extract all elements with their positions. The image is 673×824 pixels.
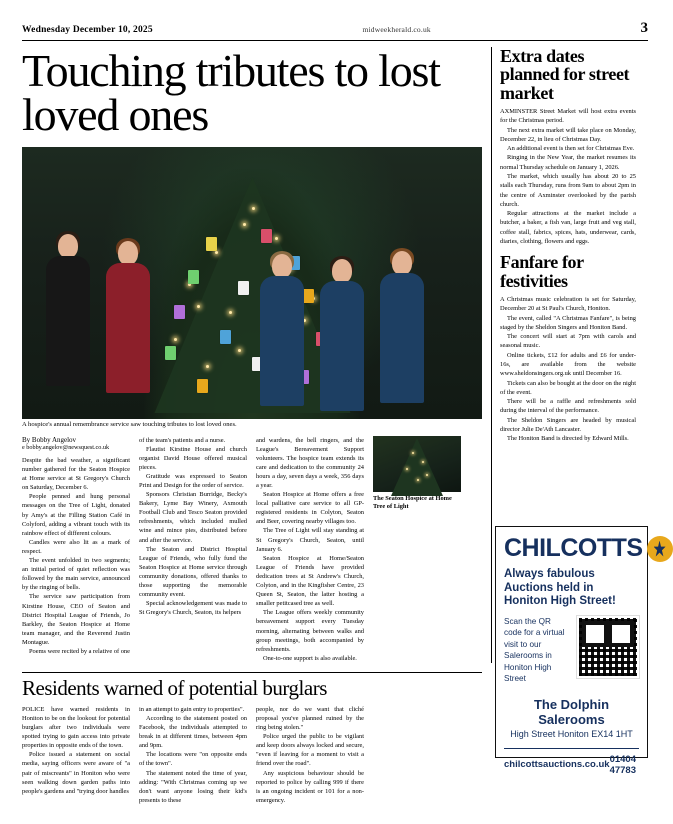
masthead bbox=[22, 20, 648, 41]
paragraph: Gratitude was expressed to Seaton Print and Design for the order of service. bbox=[139, 472, 247, 490]
paragraph: Police urged the public to be vigilant and keep doors always locked and secure, "even if leaving for a moment to visit a friend over the road". bbox=[256, 733, 364, 768]
chilcotts-logo bbox=[504, 534, 643, 563]
paragraph: Tickets can also be bought at the door on the night of the event. bbox=[500, 379, 636, 396]
paragraph: A Christmas music celebration is set for Saturday, December 20 at St Paul's Church, Honiton. bbox=[500, 296, 636, 313]
secondary-story bbox=[22, 672, 482, 805]
paragraph: and wardens, the bell ringers, and the League's Bereavement Support volunteers. The hospice team extends its care and dedication to the community 24 hours a day, seven days a week, 356 days a year. bbox=[256, 436, 364, 490]
paragraph: people, nor do we want that cliché proposal you've planned ruined by the ring being stolen." bbox=[256, 705, 364, 732]
story-column-4 bbox=[373, 436, 461, 663]
qr-code-icon[interactable] bbox=[577, 616, 639, 678]
paragraph: The market, which usually has about 20 to 25 stalls each Thursday, runs from 9am to about 2pm in the centre of Axminster overlooked by the parish church. bbox=[500, 173, 636, 208]
advertisement[interactable] bbox=[495, 526, 648, 776]
paragraph: The Sheldon Singers are headed by musical director Julie De'Ath Lancaster. bbox=[500, 416, 636, 433]
story-column-1 bbox=[22, 436, 130, 663]
byline-prefix: By Bobby Angelov bbox=[22, 435, 77, 444]
ad-tagline: Always fabulous Auctions held in Honiton High Street! bbox=[504, 568, 616, 608]
paragraph: The locations were "on opposite ends of the town". bbox=[139, 751, 247, 768]
paragraph: Candles were also lit as a mark of respect. bbox=[22, 538, 130, 555]
ad-qr-text: Scan the QR code for a virtual visit to our Salerooms in Honiton High Street bbox=[504, 616, 565, 684]
story-column-2 bbox=[139, 436, 247, 663]
paragraph: The service saw participation from Kirstine House, CEO of Seaton and District Hospital League of Friends, Jo Barkley, the Seaton Hospice at Home team manager, and the Reverend Justin Montague. bbox=[22, 593, 130, 646]
paragraph: There will be a raffle and refreshments sold during the interval of the performance. bbox=[500, 398, 636, 415]
brand-name: CHILCOTTS bbox=[504, 534, 643, 562]
venue-name: The Dolphin Salerooms bbox=[533, 696, 610, 727]
page-title: Touching tributes to lost loved ones bbox=[22, 45, 440, 141]
paragraph: Regular attractions at the market include a butcher, a baker, a fish van, large fruit and veg stall, coffee stall, fabrics, spices, hats, underwear, cards, diaries, clothing, flowers and eggs. bbox=[500, 210, 636, 246]
secondary-photo-caption: The Seaton Hospice at Home Tree of Light bbox=[373, 494, 452, 510]
main-column bbox=[22, 47, 482, 663]
story-column-3 bbox=[256, 436, 364, 663]
paragraph: The event, called "A Christmas Fanfare", is being staged by the Sheldon Singers and Honiton Band. bbox=[500, 314, 636, 331]
lead-photo bbox=[22, 147, 482, 419]
paragraph: The Seaton and District Hospital League of Friends, who fully fund the Seaton Hospice at Home service through community donations, offered thanks to those supporting the memorable community event. bbox=[139, 545, 247, 599]
paragraph: Special acknowledgement was made to St Gregory's Church, Seaton, its helpers bbox=[139, 600, 247, 617]
paragraph: Seaton Hospice at Home/Seaton League of Friends have provided dedication trees at St Andrew's Church, Colyton, and in the Kingfisher Centre, 23 Queen St, Seaton, the latter hosting a smaller petitcased tree as well. bbox=[256, 554, 364, 608]
paragraph: The Tree of Light will stay standing at St Gregory's Church, Seaton, until January 6. bbox=[256, 527, 364, 553]
ad-qr-block bbox=[504, 616, 639, 685]
bottom-column-3 bbox=[256, 705, 364, 805]
ad-phone-number[interactable]: 01404 47783 bbox=[609, 753, 636, 776]
paragraph: POLICE have warned residents in Honiton to be on the lookout for potential burglars after two individuals were spotted trying to gain access into private properties in opposite ends of the town. bbox=[22, 705, 130, 750]
bottom-column-2 bbox=[139, 705, 247, 805]
paragraph: Any suspicious behaviour should be reported to police by calling 999 if there is an ongoing incident or 101 for a non-emergency. bbox=[256, 769, 364, 804]
paragraph: of the team's patients and a nurse. bbox=[139, 436, 226, 444]
paragraph: Police issued a statement on social media, saying officers were aware of "a pair of miscreants" in Honiton who were seen walking down garden paths into people's gardens and "trying door handles bbox=[22, 751, 130, 795]
paragraph: Seaton Hospice at Home offers a free local palliative care service to all GP-registered residents in Colyton, Seaton and Beer, covering nearby villages too. bbox=[256, 491, 364, 526]
paragraph: Despite the bad weather, a significant number gathered for the Seaton Hospice at Home service at St Gregory's Church on Saturday, December 6. bbox=[22, 457, 130, 492]
sidebar-story-1-headline: Extra dates planned for street market bbox=[500, 46, 630, 103]
paragraph: in an attempt to gain entry to properties". bbox=[139, 705, 245, 713]
group-of-people bbox=[22, 147, 482, 419]
venue-address: High Street Honiton EX14 1HT bbox=[510, 728, 633, 739]
website-url: midweekherald.co.uk bbox=[362, 25, 431, 34]
paragraph: The event unfolded in two segments; an initial period of quiet reflection was followed by the main service, announced by the ringing of bells. bbox=[22, 557, 130, 592]
paragraph: One-to-one support is also available. bbox=[263, 654, 357, 662]
ad-contact bbox=[504, 748, 639, 776]
issue-date: Wednesday December 10, 2025 bbox=[22, 25, 153, 35]
ad-venue bbox=[504, 697, 639, 739]
paragraph: An additional event is then set for Christmas Eve. bbox=[507, 145, 635, 153]
paragraph: Sponsors Christian Burridge, Becky's Bakery, Lyme Bay Winery, Axmouth Football Club and Tesco Seaton provided refreshments, which included mulled wine and mince pies, distributed before and after the service. bbox=[139, 491, 247, 544]
page-number: 3 bbox=[640, 20, 648, 36]
secondary-story-headline: Residents warned of potential burglars bbox=[22, 675, 327, 700]
paragraph: AXMINSTER Street Market will host extra events for the Christmas period. bbox=[500, 108, 636, 125]
paragraph: The statement noted the time of year, adding: "With Christmas coming up we don't want anyone losing their kid's presents to these bbox=[139, 769, 247, 804]
secondary-photo bbox=[373, 436, 461, 492]
lead-story-columns bbox=[22, 436, 482, 663]
paragraph: Poems were recited by a relative of one bbox=[29, 647, 130, 655]
paragraph: The concert will start at 7pm with carols and seasonal music. bbox=[500, 333, 636, 350]
paragraph: Flautist Kirstine House and church organist David House offered musical pieces. bbox=[139, 445, 247, 471]
bottom-column-1 bbox=[22, 705, 130, 805]
paragraph: Ringing in the New Year, the market resumes its normal Thursday schedule on January 1, 2026. bbox=[500, 154, 636, 171]
paragraph: The next extra market will take place on Monday, December 22, in lieu of Christmas Day. bbox=[500, 126, 636, 143]
secondary-story-columns bbox=[22, 705, 482, 805]
paragraph: The League offers weekly community bereavement support every Tuesday morning, alternating between walks and group meetings, both accompanied by refreshments. bbox=[256, 609, 364, 653]
byline-email: e bobby.angelov@newsquest.co.uk bbox=[22, 443, 110, 451]
paragraph: People penned and hung personal messages on the Tree of Light, donated by Amy's at the Filling Station Café in Colyford, adding a vibrant touch with its rainbow effect of different colours. bbox=[22, 493, 130, 537]
paragraph: Online tickets, £12 for adults and £6 for under-16s, are available from the website www.sheldonsingers.org.uk until December 16. bbox=[500, 351, 636, 378]
lead-photo-caption: A hospice's annual remembrance service saw touching tributes to lost loved ones. bbox=[22, 421, 237, 429]
paragraph: According to the statement posted on Facebook, the individuals attempted to break in at different times, between 4pm and 9pm. bbox=[139, 714, 247, 750]
sidebar-story-2-headline: Fanfare for festivities bbox=[500, 252, 584, 291]
paragraph: The Honiton Band is directed by Edward Mills. bbox=[507, 435, 629, 443]
ad-website-link[interactable]: chilcottsauctions.co.uk bbox=[504, 759, 610, 771]
star-icon bbox=[647, 536, 673, 562]
